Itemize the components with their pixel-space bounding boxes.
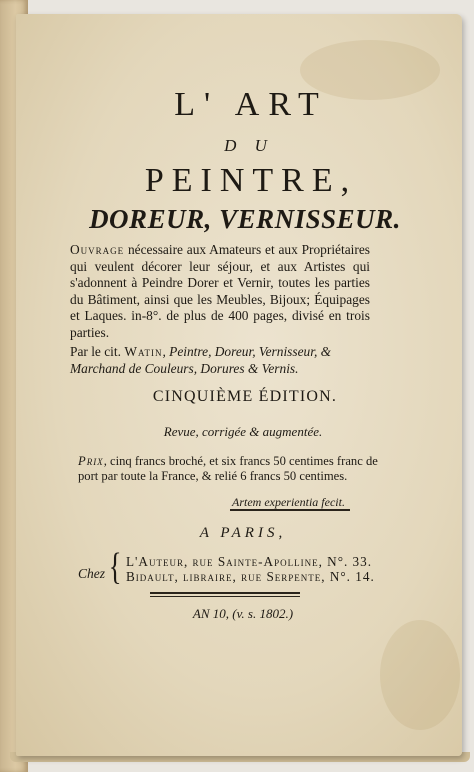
description-text: nécessaire aux Amateurs et aux Propriétaires qui veulent décorer leur séjour, et aux Artistes qui s'adonnent à Peindre Dorer et Vernir, toutes les parties du Bâtiment, ainsi que les Meubles, Bijoux; Équipages et Laques. in-8°. de plus de 400 pages, divisé en trois parties. <box>70 242 370 340</box>
price-statement <box>78 454 378 484</box>
description-paragraph <box>70 242 370 342</box>
author-name: Watin <box>124 344 163 359</box>
description-lead: Ouvrage <box>70 242 125 257</box>
price-lead: Prix <box>78 454 104 468</box>
motto-rule <box>230 509 350 511</box>
author-prefix: Par le cit. <box>70 344 121 359</box>
imprint-date: AN 10, (v. s. 1802.) <box>192 606 294 621</box>
imprint-rule-1 <box>150 592 300 594</box>
imprint-brace: { <box>108 546 122 588</box>
imprint-rule-2 <box>150 596 300 597</box>
motto: Artem experientia fecit. <box>232 495 345 509</box>
imprint-city: A PARIS, <box>199 525 287 541</box>
price-text: , cinq francs broché, et six francs 50 centimes franc de port par toute la France, & relié 6 francs 50 centimes. <box>78 454 378 483</box>
title-du: D U <box>224 136 274 155</box>
author-roles: , Peintre, Doreur, Vernisseur, & Marchand de Couleurs, Dorures & Vernis. <box>70 344 332 376</box>
edition-label: CINQUIÈME ÉDITION. <box>152 388 338 405</box>
title-art: L' ART <box>174 86 328 123</box>
paper-stain <box>380 620 460 730</box>
imprint-chez: Chez <box>78 566 105 581</box>
title-peintre: PEINTRE, <box>144 162 358 199</box>
title-doreur-vernisseur: DOREUR, VERNISSEUR. <box>89 204 401 234</box>
author-statement <box>70 343 380 377</box>
edition-note: Revue, corrigée & augmentée. <box>163 424 323 439</box>
publisher-line-1: L'Auteur, rue Sainte-Apolline, N°. 33. <box>126 554 373 569</box>
publisher-line-2: Bidault, libraire, rue Serpente, N°. 14. <box>126 569 375 584</box>
